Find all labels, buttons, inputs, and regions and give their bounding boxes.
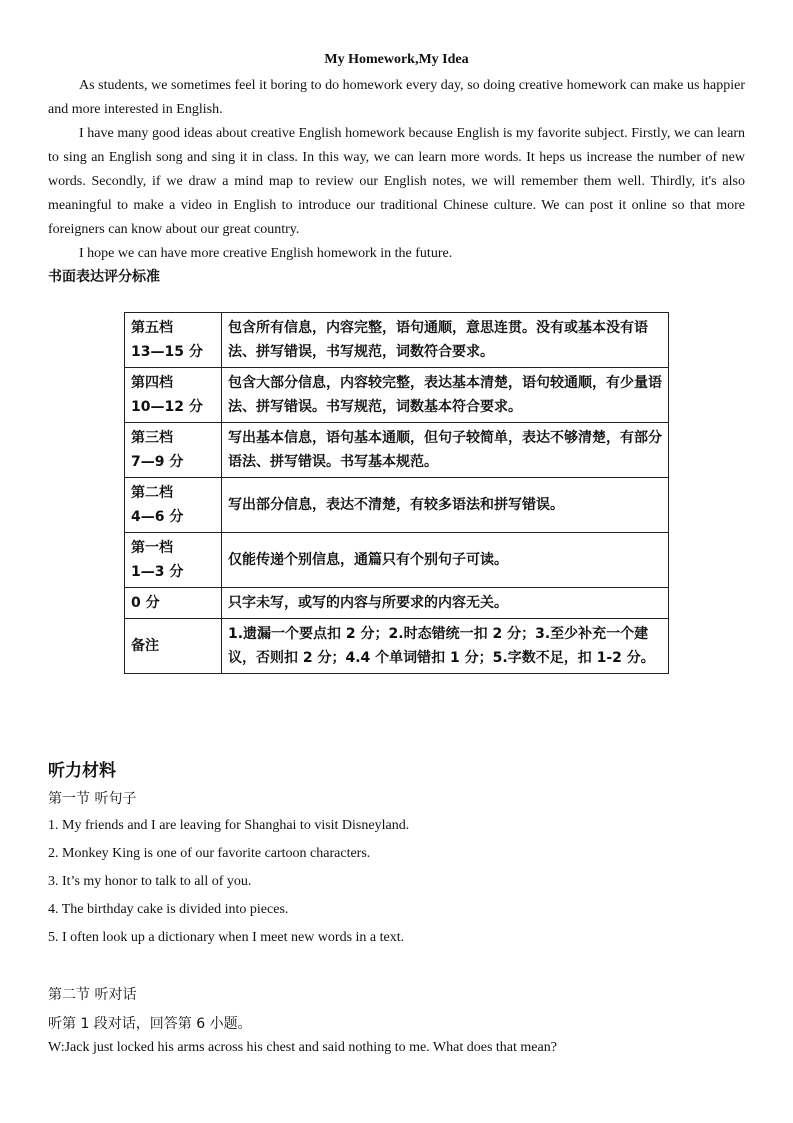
table-row xyxy=(125,533,669,588)
level-cell xyxy=(125,619,222,674)
list-item: 4. The birthday cake is divided into pieces. xyxy=(48,902,289,917)
list-item: 5. I often look up a dictionary when I meet new words in a text. xyxy=(48,930,405,945)
level-name: 第二档 xyxy=(131,485,173,501)
essay-body xyxy=(48,74,745,266)
table-row xyxy=(125,478,669,533)
level-name: 0 分 xyxy=(131,595,160,611)
table-row xyxy=(125,619,669,674)
section1-title: 第一节 听句子 xyxy=(48,791,137,807)
table-row xyxy=(125,368,669,423)
level-cell xyxy=(125,478,222,533)
level-description: 写出部分信息，表达不清楚，有较多语法和拼写错误。 xyxy=(222,478,669,533)
dialogue-line: W:Jack just locked his arms across his chest and said nothing to me. What does that mean? xyxy=(48,1040,557,1055)
essay-paragraph: I have many good ideas about creative English homework because English is my favorite subject. Firstly, we can learn to sing an English song and sing it in class. In this way, we can learn more words. It heps us increase the number of new words. Secondly, if we draw a mind map to review our English notes, we will remember them well. Thirdly, it's also meaningful to make a video in English to introduce our traditional Chinese culture. We can post it online so that more foreigners can know about our great country. xyxy=(48,126,745,237)
level-score: 7—9 分 xyxy=(131,454,184,470)
level-name: 第三档 xyxy=(131,430,173,446)
level-description: 写出基本信息，语句基本通顺，但句子较简单，表达不够清楚，有部分语法、拼写错误。书写基本规范。 xyxy=(222,423,669,478)
level-description: 包含所有信息，内容完整，语句通顺，意思连贯。没有或基本没有语法、拼写错误，书写规范，词数符合要求。 xyxy=(222,313,669,368)
essay-paragraph: As students, we sometimes feel it boring to do homework every day, so doing creative homework can make us happier and more interested in English. xyxy=(48,78,745,117)
scoring-rubric-table xyxy=(124,312,669,674)
level-cell xyxy=(125,313,222,368)
essay-title: My Homework,My Idea xyxy=(324,52,469,67)
level-description: 1.遗漏一个要点扣 2 分；2.时态错统一扣 2 分；3.至少补充一个建议，否则扣 2 分；4.4 个单词错扣 1 分；5.字数不足，扣 1-2 分。 xyxy=(222,619,669,674)
criteria-heading: 书面表达评分标准 xyxy=(48,269,160,285)
table-row xyxy=(125,423,669,478)
level-cell xyxy=(125,423,222,478)
table-row xyxy=(125,313,669,368)
level-cell xyxy=(125,533,222,588)
level-description: 只字未写，或写的内容与所要求的内容无关。 xyxy=(222,588,669,619)
level-description: 包含大部分信息，内容较完整，表达基本清楚，语句较通顺，有少量语法、拼写错误。书写规范，词数基本符合要求。 xyxy=(222,368,669,423)
list-item: 3. It’s my honor to talk to all of you. xyxy=(48,874,252,889)
level-score: 13—15 分 xyxy=(131,344,203,360)
sentence-list xyxy=(48,814,748,954)
level-score: 4—6 分 xyxy=(131,509,184,525)
level-name: 第五档 xyxy=(131,320,173,336)
level-cell xyxy=(125,368,222,423)
level-score: 1—3 分 xyxy=(131,564,184,580)
table-row xyxy=(125,588,669,619)
level-name: 第四档 xyxy=(131,375,173,391)
section2-title: 第二节 听对话 xyxy=(48,987,137,1003)
list-item: 2. Monkey King is one of our favorite cartoon characters. xyxy=(48,846,371,861)
level-name: 第一档 xyxy=(131,540,173,556)
level-score: 10—12 分 xyxy=(131,399,203,415)
essay-paragraph: I hope we can have more creative English homework in the future. xyxy=(79,246,453,261)
level-name: 备注 xyxy=(131,638,159,654)
listening-material-title: 听力材料 xyxy=(48,761,116,781)
list-item: 1. My friends and I are leaving for Shanghai to visit Disneyland. xyxy=(48,818,410,833)
level-cell xyxy=(125,588,222,619)
level-description: 仅能传递个别信息，通篇只有个别句子可读。 xyxy=(222,533,669,588)
dialogue-instruction: 听第 1 段对话，回答第 6 小题。 xyxy=(48,1016,252,1032)
